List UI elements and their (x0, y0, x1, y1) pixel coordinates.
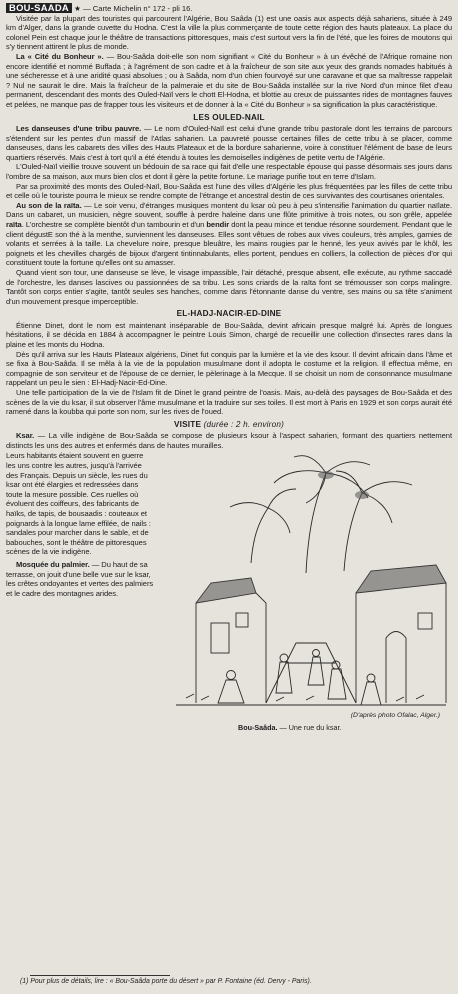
ouled-paragraph-3: Par sa proximité des monts des Ouled-Naïl, Bou-Saâda est l'une des villes d'Algérie les plus fréquentées par les filles de cette tribu et celle où le touriste pourra le mieux se rendre compte de l'étrange et ancestral destin de ces survivantes des courtisanes orientales. (6, 181, 452, 201)
caption-bold: Bou-Saâda. (238, 723, 278, 733)
visite-duration: (durée : 2 h. environ) (203, 419, 285, 429)
ksar-lead: Ksar. (16, 431, 35, 441)
danseuses-text: — Le nom d'Ouled-Naïl est celui d'une grande tribu pastorale dont les terrains de parcours s'étendent sur les pentes d'un massif de l'Atlas saharien. La pauvreté pousse certaines filles de cette tribu à se placer, comme danseuses, dans les cabarets des villes des Hauts Plateaux et de la bordure saharienne, voire à constituer l'élément de base de leurs quartiers réservés. Mais c'est à tort qu'il a été étendu à toutes les demoiselles indigènes de petite vertu de l'Algérie. (6, 124, 452, 162)
raita-text-a: — Le soir venu, d'étranges musiques montent du ksar où peu à peu s'intensifie l'animation du quartier naïlate. Dans un cabaret, un musicien, nègre souvent, souffle à perdre haleine dans une flûte primitive à trois notes, ou son grêle, appelée (6, 200, 452, 220)
raita-lead: Au son de la raïta. (16, 200, 82, 210)
star-rating: ★ (74, 4, 81, 13)
intro-paragraph: Visitée par la plupart des touristes qui parcourent l'Algérie, Bou Saâda (1) est une oasis aux aspects déjà sahariens, située à 249 km d'Alger, dans la grande cuvette du Hodna. C'est la ville la plus commerçante de toute cette région des hauts plateaux. La place du colonel Pein est chaque jour le théâtre de transactions pittoresques, mais c'est surtout vers la fin de l'été, que les foires de moutons qui s'y tiennent attirent le plus de monde. (6, 13, 452, 52)
figure-block (6, 451, 452, 739)
ksar-text: — La ville indigène de Bou-Saâda se compose de plusieurs ksour à l'aspect saharien, formant des quartiers nettement distincts les uns des autres et enfermés dans de hautes murailles. (6, 431, 452, 450)
raita-word: raïta (6, 219, 22, 229)
raita-text-c: dont la peau mince et tendue résonne sourdement. Pendant que le client dégustE son thé à la menthe, surviennent les danseuses. Elles sont vêtues de robes aux vives couleurs, très amples, garnies de volants et serrées à la taille. La chevelure noire, presque bleuâtre, les mains rougies par le henné, les yeux avivés par le khôl, les poignets et les chevilles chargés de bijoux d'argent tintinnabulants, elles portent, pendues en colliers, la collection de pièces d'or qui constituent toute la fortune qu'elles ont su amasser. (6, 219, 453, 268)
photo-credit: (D'après photo Ofalac, Alger.) (350, 712, 440, 720)
mosquee-paragraph (6, 560, 154, 598)
place-tag: BOU-SAADA (6, 3, 72, 13)
caption-rest: — Une rue du ksar. (277, 723, 342, 733)
section-title-dinet: EL-HADJ-NACIR-ED-DINE (176, 309, 282, 319)
page-header (6, 3, 452, 14)
raita-paragraph (6, 201, 452, 268)
street-sketch-illustration (156, 453, 452, 711)
ouled-paragraph-2: L'Ouled-Naïl vieillie trouve souvent un bédouin de sa race qui fait d'elle une respectable épouse qui passe désormais ses jours dans l'ombre de sa maison, aux murs bien clos et dont il gère la petite fortune. Le mariage purifie tout en terre d'Islam. (6, 162, 452, 181)
ksar-paragraph (6, 431, 452, 450)
footnote: (1) Pour plus de détails, lire : « Bou-Saâda porte du désert » par P. Fontaine (éd. Dervy - Paris). (20, 978, 312, 985)
mosquee-text: — Du haut de sa terrasse, on jouit d'une belle vue sur le ksar, les crêtes ondoyantes et vertes des palmiers et le cadre des montagnes arides. (6, 559, 154, 598)
visite-title: VISITE (173, 419, 202, 429)
figure-caption (238, 723, 341, 732)
ksar-column-text: Leurs habitants étaient souvent en guerre les uns contre les autres, jusqu'à l'arrivée des Français. Depuis un siècle, les rues du ksar ont été élargies et redressées dans toute la mesure possible. Ces ruelles où évoluent des coiffeurs, des fabricants de haïks, de tapis, de bousaadis : couteaux et poignards à la longue lame effilée, de nails : sandales pour marcher dans le sable, et de babouches, sont le théâtre de pittoresques scènes de la vie indigène. (6, 451, 151, 557)
raita-paragraph-2: Quand vient son tour, une danseuse se lève, le visage impassible, l'air détaché, presque absent, elle exécute, au rythme saccadé de l'orchestre, les danses lascives ou passionnées de sa tribu. Les sons criards de la raïta font se trémousser son corps malingre. Tantôt son corps entier s'agite, tantôt seules ses hanches, comme dans l'étonnante danse du ventre, ses mains ou sa tête s'animent d'un mouvement presque imperceptible. (6, 267, 452, 306)
cite-paragraph (6, 52, 452, 110)
bendir-word: bendir (206, 219, 230, 229)
danseuses-paragraph (6, 124, 452, 162)
raita-text-b: . L'orchestre se complète bientôt d'un tambourin et d'un (21, 219, 207, 229)
cite-lead: La « Cité du Bonheur ». (16, 51, 104, 61)
footnote-rule (30, 975, 170, 976)
dinet-paragraph-1: Étienne Dinet, dont le nom est maintenant inséparable de Bou-Saâda, devint africain presque malgré lui. Après de longues hésitations, il se décida en 1884 à accompagner le peintre Louis Simon, chargé de recueillir une collection d'insectes rares dans la plaine et les monts du Hodna. (6, 320, 452, 349)
map-reference: — Carte Michelin n° 172 - pli 16. (83, 4, 193, 13)
dinet-paragraph-3: Une telle participation de la vie de l'Islam fit de Dinet le grand peintre de l'oasis. Mais, au-delà des paysages de Bou-Saâda et des scènes de la vie du ksar, il sut observer l'âme musulmane et la traduire sur ses toiles. Il est mort à Paris en 1929 et son corps aurait été ramené dans la koubba qui porte son nom, sur les rives de l'oued. (6, 387, 452, 417)
danseuses-lead: Les danseuses d'une tribu pauvre. (16, 124, 142, 134)
cite-text: — Bou-Saâda doit-elle son nom signifiant « Cité du Bonheur » à un évêché de l'Afrique romaine non encore identifié et nommé Buffada ; à l'agrément de son cadre et à la fraîcheur de son site aux yeux des grands nomades habitués à une sécheresse et à une aridité quasi absolues ; ou à Saâda, nom d'un chien fourvoyé sur une caravane et que sa maîtresse rappelait ? Nul ne saurait le dire. Mais la fraîcheur de la palmeraie et du site de Bou-Saâda installée sur la rive Nord d'un mince filet d'eau permanent, descendant des monts des Ouled-Naïl vers le chott El-Hodna, et blottie au creux de puissantes rides de montagnes fauves et pelées, ne manque pas de frapper tous les visiteurs et de donner à la « Cité du Bonheur » sa signification la plus caractéristique. (6, 51, 452, 109)
dinet-paragraph-2: Dès qu'il arriva sur les Hauts Plateaux algériens, Dinet fut conquis par la lumière et la vie des ksour. Il devint africain dans l'âme et se fixa à Bou-Saâda. Il se mêla à la vie de la population musulmane dont il adopta le costume et la religion. Il effectua même, en compagnie de son serviteur et de l'épouse de ce dernier, le pèlerinage à la Mecque. Il se choisit un nom de consonnance musulmane rappelant un peu le sien : El-Hadj-Nacir-Ed-Dine. (6, 349, 452, 388)
section-title-ouled-nail: LES OULED-NAIL (193, 112, 265, 122)
mosquee-lead: Mosquée du palmier. (16, 559, 90, 569)
left-column (6, 451, 154, 598)
section-title-visite (6, 420, 452, 431)
